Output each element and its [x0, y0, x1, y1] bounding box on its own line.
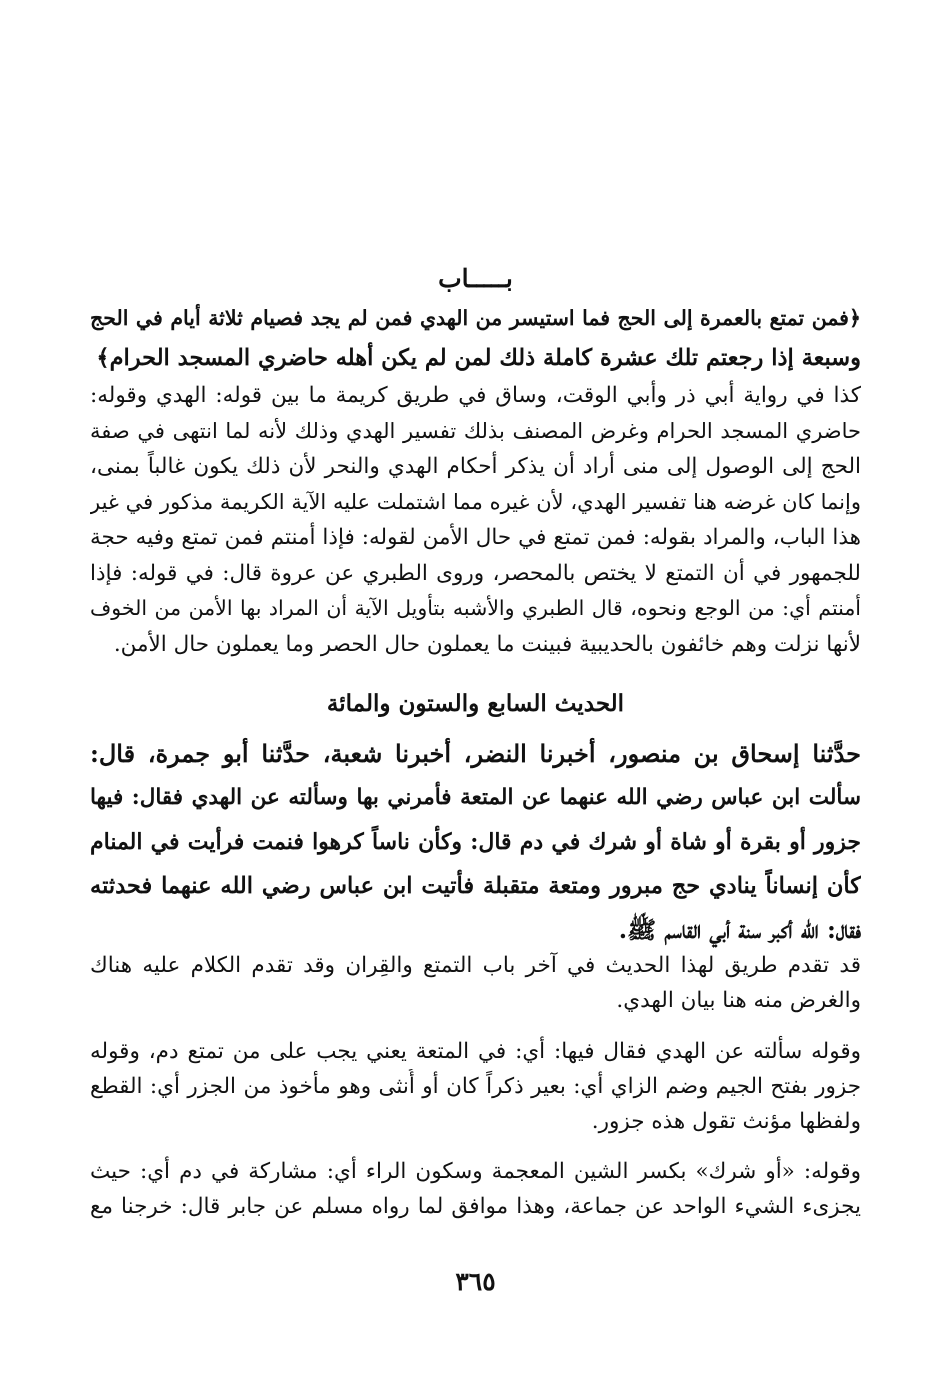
hadith-line: فقال: الله أكبر سنة أبي القاسم ﷺ.	[618, 915, 861, 944]
hadith-line: كأن إنساناً ينادي حج مبرور ومتعة متقبلة فأتيت ابن عباس رضي الله عنهما فحدثته	[90, 873, 861, 899]
verse-line: وسبعة إذا رجعتم تلك عشرة كاملة ذلك لمن لم يكن أهله حاضري المسجد الحرام﴾	[96, 345, 861, 371]
commentary-line: حاضري المسجد الحرام وغرض المصنف بذلك تفسير الهدي وذلك لأنه لما انتهى في صفة	[90, 418, 861, 443]
commentary-line: لأنها نزلت وهم خائفون بالحديبية فبينت ما يعملون حال الحصر وما يعملون حال الأمن.	[113, 631, 861, 657]
hadith-text	[90, 732, 861, 952]
commentary-line: يجزىء الشيء الواحد عن جماعة، وهذا موافق لما رواه مسلم عن جابر قال: خرجنا مع	[90, 1194, 861, 1219]
commentary-line: وقوله سألته عن الهدي فقال فيها: أي: في المتعة يعني يجب على من تمتع دم، وقوله	[90, 1039, 861, 1064]
commentary-line: والغرض منه هنا بيان الهدي.	[616, 988, 861, 1013]
page-number: ٣٦٥	[455, 1267, 496, 1296]
commentary-line: هذا الباب، والمراد بقوله: فمن تمتع في حال الأمن لقوله: فإذا أمنتم فمن تمتع وفيه حجة	[90, 525, 861, 550]
hadith-line: جزور أو بقرة أو شاة أو شرك في دم قال: وكأن ناساً كرهوا فنمت فرأيت في المنام	[90, 829, 861, 855]
commentary-paragraph	[90, 378, 861, 662]
commentary-line: أمنتم أي: من الوجع ونحوه، قال الطبري والأشبه بتأويل الآية أن المراد بها الأمن من الخوف	[90, 596, 861, 620]
quran-verse	[90, 298, 861, 378]
hadith-heading: الحديث السابع والستون والمائة	[326, 690, 625, 717]
commentary-line: كذا في رواية أبي ذر وأبي الوقت، وساق في طريق كريمة ما بين قوله: الهدي وقوله:	[90, 383, 861, 408]
commentary-line: قد تقدم طريق لهذا الحديث في آخر باب التمتع والقِران وقد تقدم الكلام عليه هناك	[90, 953, 861, 978]
commentary-line: الحج إلى الوصول إلى منى أراد أن يذكر أحكام الهدي والنحر لأن ذلك يكون غالباً بمنى،	[90, 454, 861, 479]
commentary-paragraph	[90, 948, 861, 1018]
commentary-line: ولفظها مؤنث تقول هذه جزور.	[591, 1109, 861, 1134]
commentary-line: للجمهور في أن التمتع لا يختص بالمحصر، وروى الطبري عن عروة قال: في قوله: فإذا	[90, 560, 861, 586]
commentary-line: وإنما كان غرضه هنا تفسير الهدي، لأن غيره مما اشتملت عليه الآية الكريمة مذكور في غير	[90, 489, 861, 514]
commentary-line: جزور بفتح الجيم وضم الزاي أي: بعير ذكراً كان أو أُنثى وهو مأخوذ من الجزر أي: القطع	[90, 1074, 861, 1099]
hadith-line: سألت ابن عباس رضي الله عنهما عن المتعة فأمرني بها وسألته عن الهدي فقال: فيها	[90, 785, 861, 810]
chapter-title: بـــــاب	[438, 264, 513, 293]
verse-line: ﴿فمن تمتع بالعمرة إلى الحج فما استيسر من الهدي فمن لم يجد فصيام ثلاثة أيام في الحج	[90, 306, 861, 330]
commentary-line: وقوله: «أو شرك» بكسر الشين المعجمة وسكون الراء أي: مشاركة في دم أي: حيث	[90, 1159, 861, 1184]
hadith-line: حدَّثنا إسحاق بن منصور، أخبرنا النضر، أخبرنا شعبة، حدَّثنا أبو جمرة، قال:	[90, 739, 861, 768]
commentary-paragraph	[90, 1034, 861, 1139]
commentary-paragraph	[90, 1154, 861, 1224]
